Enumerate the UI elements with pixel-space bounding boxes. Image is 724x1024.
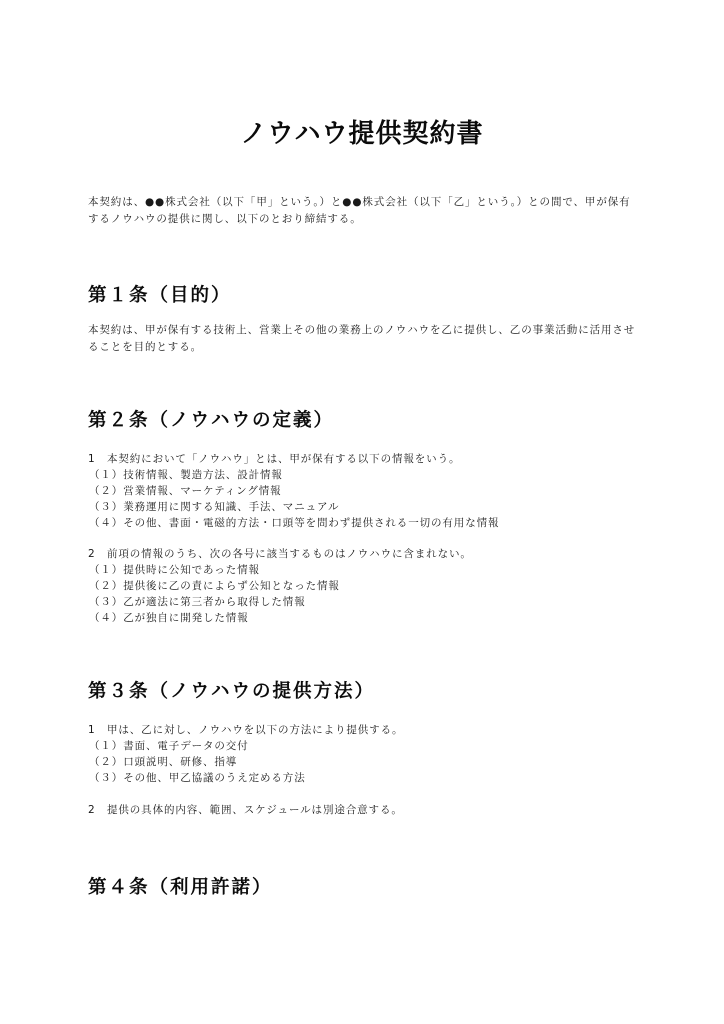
clause-lead: 2 前項の情報のうち、次の各号に該当するものはノウハウに含まれない。 [88,548,472,560]
article-3 [88,679,636,705]
article-2-heading: 第２条（ノウハウの定義） [88,410,335,431]
clause-list [88,802,636,818]
clause-item: （１）書面、電子データの交付 [89,740,249,752]
clause-item: （１）技術情報、製造方法、設計情報 [89,469,283,481]
document-title: ノウハウ提供契約書 [240,119,484,149]
article-1-body-section [88,322,636,356]
article-2-clause-1 [88,451,636,531]
article-4-heading: 第４条（利用許諾） [88,877,273,898]
clause-item: （２）営業情報、マーケティング情報 [89,485,282,497]
article-1-body: 本契約は、甲が保有する技術上、営業上その他の業務上のノウハウを乙に提供し、乙の事業活動に活用させることを目的とする。 [88,324,636,353]
article-3-heading: 第３条（ノウハウの提供方法） [88,681,376,702]
preamble-section [88,194,636,228]
article-3-clause-2 [88,802,636,818]
clause-lead: 2 提供の具体的内容、範囲、スケジュールは別途合意する。 [88,804,403,816]
clause-item: （２）提供後に乙の責によらず公知となった情報 [89,580,340,592]
clause-list [88,546,636,626]
clause-item: （３）乙が適法に第三者から取得した情報 [89,596,306,608]
article-4 [88,875,636,901]
article-1-heading: 第１条（目的） [88,285,232,306]
article-2 [88,408,636,434]
article-3-clause-1 [88,722,636,786]
clause-lead: 1 本契約において「ノウハウ」とは、甲が保有する以下の情報をいう。 [88,453,461,465]
clause-list [88,722,636,786]
clause-item: （２）口頭説明、研修、指導 [89,756,238,768]
clause-item: （３）その他、甲乙協議のうえ定める方法 [89,772,306,784]
clause-item: （４）乙が独自に開発した情報 [89,612,249,624]
clause-item: （３）業務運用に関する知識、手法、マニュアル [89,501,340,513]
clause-lead: 1 甲は、乙に対し、ノウハウを以下の方法により提供する。 [88,724,404,736]
article-1 [88,283,636,309]
preamble-text: 本契約は、●●株式会社（以下「甲」という。）と●●株式会社（以下「乙」という。）との間で、甲が保有するノウハウの提供に関し、以下のとおり締結する。 [88,196,631,225]
clause-list [88,451,636,531]
article-2-clause-2 [88,546,636,626]
clause-item: （１）提供時に公知であった情報 [89,564,260,576]
clause-item: （４）その他、書面・電磁的方法・口頭等を問わず提供される一切の有用な情報 [89,517,500,529]
